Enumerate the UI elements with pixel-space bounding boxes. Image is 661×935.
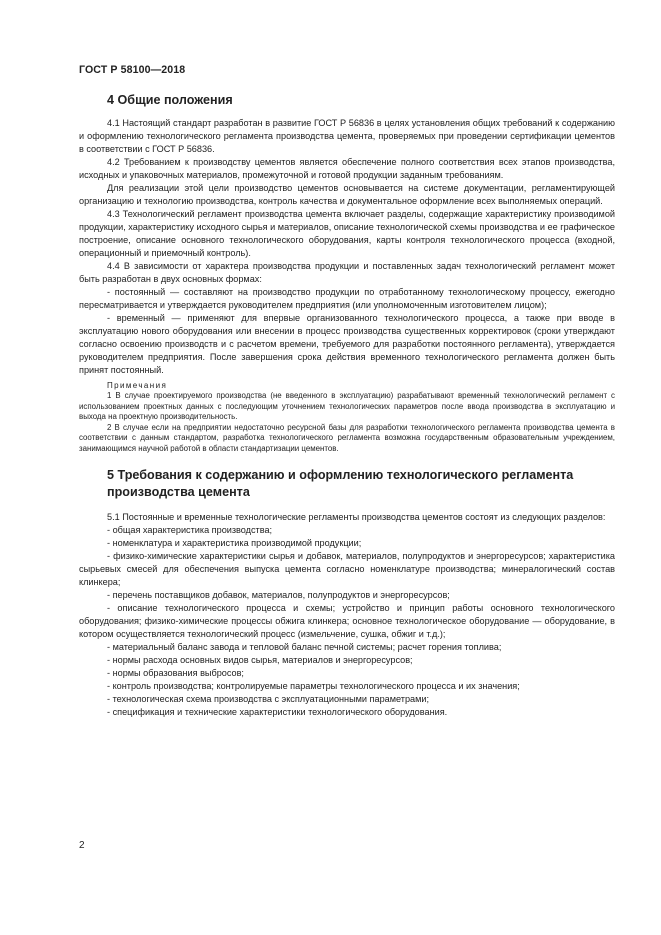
list-item: - физико-химические характеристики сырья и добавок, материалов, полупродуктов и энергоресурсов; характеристика сырьевых смесей для обеспечения выпуска цемента согласно номенклатуре производства; минералогический состав клинкера; xyxy=(79,550,615,587)
paragraph-5-1: 5.1 Постоянные и временные технологические регламенты производства цементов состоят из следующих разделов: xyxy=(107,511,606,522)
list-item: - номенклатура и характеристика производимой продукции; xyxy=(107,537,362,548)
paragraph-4-3: 4.3 Технологический регламент производства цемента включает разделы, содержащие характеристику производимой продукции, характеристику исходного сырья и материалов, описание технологической схемы производства и ее графическое построение, описание основного технологического оборудования, карты контроля технологического процесса (входной, операционный и приемочный контроль). xyxy=(79,209,615,258)
list-item: - перечень поставщиков добавок, материалов, полупродуктов и энергоресурсов; xyxy=(107,589,450,600)
page-number: 2 xyxy=(79,840,85,851)
paragraph-4-4: 4.4 В зависимости от характера производства продукции и поставленных задач технологический регламент может быть разработан в двух основных формах: xyxy=(79,261,615,284)
list-item: - материальный баланс завода и тепловой баланс печной системы; расчет горения топлива; xyxy=(107,641,502,652)
notes-title: Примечания xyxy=(107,381,168,390)
list-item: - нормы расхода основных видов сырья, материалов и энергоресурсов; xyxy=(107,654,413,665)
list-item-permanent: - постоянный — составляют на производство продукции по отработанному технологическому процессу, ежегодно пересматривается и утверждается руководителем предприятия (или уполномоченным изготовителем лицом); xyxy=(79,287,615,310)
paragraph-4-2: 4.2 Требованием к производству цементов является обеспечение полного соответствия всех этапов производства, исходных и упаковочных материалов, промежуточной и готовой продукции заданным требованиям. xyxy=(79,157,615,180)
note-2: 2 В случае если на предприятии недостаточно ресурсной базы для разработки технологического регламента производства цемента в соответствии с данным стандартом, разработка технологического регламента возможна государственным образовательным учреждением, занимающимся научной работой в области стандартизации цементов. xyxy=(79,422,615,453)
list-item: - спецификация и технические характеристики технологического оборудования. xyxy=(107,706,448,717)
notes-block xyxy=(79,380,615,455)
list-item: - технологическая схема производства с эксплуатационными параметрами; xyxy=(107,693,430,704)
note-1: 1 В случае проектируемого производства (не введенного в эксплуатацию) разрабатывают временный технологический регламент с использованием проектных данных с последующим уточнением технологических параметров после ввода производства в эксплуатацию и выхода на проектную производительность. xyxy=(79,391,615,422)
paragraph-4-1: 4.1 Настоящий стандарт разработан в развитие ГОСТ Р 56836 в целях установления общих требований к содержанию и оформлению технологического регламента производства цемента, проверяемых при проведении сертификации цементов в соответствии с ГОСТ Р 56836. xyxy=(79,118,615,154)
section-5-title: 5 Требования к содержанию и оформлению технологического регламента производства цемента xyxy=(107,467,574,499)
paragraph-4-2-cont: Для реализации этой цели производство цементов основывается на системе документации, регламентирующей организацию и технологию производства, контроль качества и документальное оформление всех выполняемых операций. xyxy=(79,183,615,206)
list-item: - описание технологического процесса и схемы; устройство и принцип работы основного технологического оборудования; физико-химические процессы обжига клинкера; основное технологическое оборудование — оборудование, в котором осуществляется технологический процесс (измельчение, сушка, обжиг и т.д.); xyxy=(79,602,615,639)
list-item: - общая характеристика производства; xyxy=(107,524,273,535)
section-4-title: 4 Общие положения xyxy=(107,93,233,107)
list-item: - контроль производства; контролируемые параметры технологического процесса и их значения; xyxy=(107,680,520,691)
page-content xyxy=(79,92,615,719)
list-item: - нормы образования выбросов; xyxy=(107,667,244,678)
document-header: ГОСТ Р 58100—2018 xyxy=(79,64,186,76)
list-item-temporary: - временный — применяют для впервые организованного технологического процесса, а также при вводе в эксплуатацию нового оборудования или внесении в процесс производства существенных корректировок (сроки утверждают согласно освоению производств и с расчетом времени, требуемого для разработки постоянного регламента), утверждается руководителем предприятия. После завершения срока действия временного технологического регламента должен быть принят постоянный. xyxy=(79,313,615,375)
